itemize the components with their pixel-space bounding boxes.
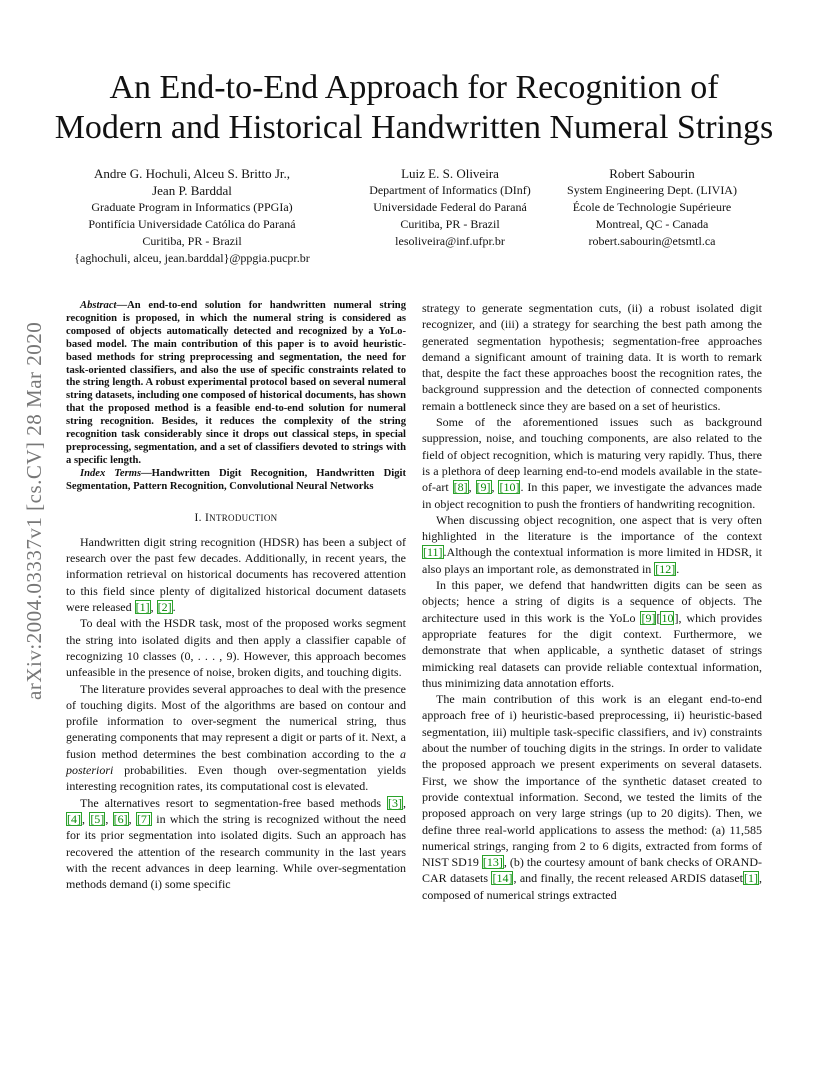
abstract bbox=[66, 300, 406, 468]
paragraph bbox=[422, 691, 762, 903]
citation-link[interactable]: [8] bbox=[453, 480, 468, 495]
paragraph bbox=[66, 615, 406, 680]
citation-link[interactable]: 10 bbox=[661, 610, 674, 625]
citation-link[interactable]: [3] bbox=[388, 795, 402, 810]
text-run: In this paper, we defend that handwritten digits can be seen as objects; hence a string of digits is a sequence of objects. The architecture used in this work is the YoLo bbox=[422, 578, 762, 625]
paragraph bbox=[66, 681, 406, 795]
citation-link[interactable]: [6] bbox=[113, 811, 128, 826]
right-column bbox=[422, 300, 762, 903]
citation-link[interactable]: [1] bbox=[744, 871, 758, 886]
text-run: probabilities. Even though over-segmentation yields interesting recognition rates, its computational cost is elevated. bbox=[66, 763, 406, 794]
author-block-3 bbox=[552, 165, 752, 250]
title-line-1: An End-to-End Approach for Recognition of bbox=[109, 69, 719, 106]
affiliation-line: Graduate Program in Informatics (PPGIa) bbox=[91, 200, 293, 214]
left-column bbox=[66, 300, 406, 892]
text-run: The literature provides several approaches to deal with the presence of touching digits. Most of the algorithms are based on contour and profile information to over-segment the numerical string, thus generating components that may represent a digit or parts of it. Next, a fusion method determines the best combination according to the bbox=[66, 681, 406, 761]
italic-term: a posteriori bbox=[66, 746, 406, 778]
paragraph bbox=[422, 577, 762, 691]
citation-link[interactable]: [7] bbox=[136, 811, 151, 826]
text-run: When discussing object recognition, one aspect that is very often highlighted in the literature is the importance of the context bbox=[422, 512, 762, 544]
affiliation-line: Curitiba, PR - Brazil bbox=[142, 234, 242, 248]
affiliation-line: École de Technologie Supérieure bbox=[572, 200, 732, 214]
arxiv-stamp: arXiv:2004.03337v1 [cs.CV] 28 Mar 2020 bbox=[22, 321, 46, 700]
intro-body-continued bbox=[422, 300, 762, 903]
citation-link[interactable]: [9] bbox=[641, 610, 656, 625]
title-line-2: Modern and Historical Handwritten Numeral Strings bbox=[54, 109, 774, 146]
text-run: , composed of numerical strings extracted bbox=[422, 871, 762, 902]
section-heading-introduction: I. INTRODUCTION bbox=[194, 511, 278, 524]
paragraph bbox=[422, 300, 762, 414]
index-terms bbox=[66, 468, 406, 494]
citation-link[interactable]: [11] bbox=[423, 545, 443, 560]
author-names: Robert Sabourin bbox=[609, 166, 695, 181]
citation-link[interactable]: [10] bbox=[499, 480, 520, 495]
paragraph bbox=[422, 414, 762, 512]
text-run: [ bbox=[656, 610, 661, 625]
author-names-cont: Jean P. Barddal bbox=[152, 183, 232, 198]
text-run: , bbox=[128, 811, 136, 826]
affiliation-line: System Engineering Dept. (LIVIA) bbox=[567, 183, 737, 197]
text-run: , bbox=[403, 795, 406, 810]
text-run: , bbox=[468, 480, 476, 495]
text-run: The alternatives resort to segmentation-free based methods bbox=[80, 795, 387, 810]
author-names: Luiz E. S. Oliveira bbox=[401, 166, 499, 181]
citation-link[interactable]: [9] bbox=[476, 480, 491, 495]
author-email: lesoliveira@inf.ufpr.br bbox=[395, 234, 505, 248]
text-run: . In this paper, we investigate the advances made in object recognition to push the frontiers of handwriting recognition. bbox=[422, 480, 763, 511]
abstract-text: —An end-to-end solution for handwritten numeral string recognition is proposed, in which the numeral string is considered as composed of objects automatically detected and recognized by a YoLo-based model. The main contribution of this paper is to avoid heuristic-based methods for string preprocessing and segmentation, the need for task-oriented classifiers, and also the use of specific constraints related to the string length. A robust experimental protocol based on several numeral string datasets, including one composed of historical documents, has shown that the proposed method is a feasible end-to-end solution for numeral string recognition. Besides, it reduces the complexity of the string recognition task considerably since it drops out classical steps, in special preprocessing, segmentation, and a set of classifiers devoted to strings with a specific length. bbox=[66, 300, 406, 466]
citation-link[interactable]: [4] bbox=[67, 811, 81, 826]
affiliation-line: Curitiba, PR - Brazil bbox=[400, 217, 500, 231]
citation-link[interactable]: [1] bbox=[135, 600, 150, 615]
index-terms-label: Index Terms bbox=[80, 467, 142, 479]
author-email: robert.sabourin@etsmtl.ca bbox=[588, 234, 716, 248]
text-run: To deal with the HSDR task, most of the proposed works segment the string into isolated digits and then apply a classifier capable of recognizing 10 classes (0, . . . , 9). However, this approach becomes unfeasible in the presence of noise, broken digits, and touching digits. bbox=[66, 616, 406, 680]
text-run: , and finally, the recent released ARDIS dataset bbox=[513, 871, 743, 886]
text-run: The main contribution of this work is an elegant end-to-end approach free of i) heuristic-based preprocessing, ii) heuristic-based segmentation, iii) multiple task-specific classifiers, and iv) constraints about the number of touching digits in the strings. In order to validate the proposed approach we present experiments on several datasets. First, we show the importance of the synthetic dataset created to provide contextual information. Second, we tested the limits of the proposed approach on very large strings (up to 20 digits). Then, we define three real-world applications to assess the method: (a) 11,585 numerical strings, ranging from 2 to 6 digits, extracted from forms of NIST SD19 bbox=[422, 692, 762, 870]
affiliation-line: Pontifícia Universidade Católica do Paraná bbox=[88, 217, 296, 231]
intro-body bbox=[66, 534, 406, 893]
text-run: Some of the aforementioned issues such as background suppression, noise, and touching components, are also related to the field of object recognition, which is maturing very rapidly. Thus, there is a plethora of deep learning end-to-end models available in the state-of-art bbox=[422, 415, 762, 495]
citation-link[interactable]: [12] bbox=[655, 561, 676, 576]
paragraph bbox=[422, 512, 762, 577]
citation-link[interactable]: [2] bbox=[157, 600, 172, 615]
text-run: , bbox=[491, 480, 499, 495]
text-run: , bbox=[105, 811, 113, 826]
text-run: ], which provides appropriate features for the digit context. Furthermore, we demonstrate that when applicable, a synthetic dataset of strings mimicking real datasets can provide reliable contextual information, thus minimizing data annotation efforts. bbox=[422, 610, 762, 690]
paper-title bbox=[40, 68, 788, 148]
text-run: in which the string is recognized without the need for its prior segmentation into isolated digits. Such an approach has recovered the attention of the research community in the last years with the recent advances in deep learning. While over-segmentation methods demand (i) some specific bbox=[66, 811, 407, 892]
text-run: , (b) the courtesy amount of bank checks of ORAND-CAR datasets bbox=[422, 855, 762, 886]
text-run: .Although the contextual information is more limited in HDSR, it also plays an important role, as demonstrated in bbox=[422, 545, 762, 576]
paragraph bbox=[66, 795, 406, 893]
author-block-2 bbox=[352, 165, 548, 250]
citation-link[interactable]: [13] bbox=[482, 855, 503, 870]
author-block-1 bbox=[62, 165, 322, 267]
index-terms-text: —Handwritten Digit Recognition, Handwritten Digit Segmentation, Pattern Recognition, Convolutional Neural Networks bbox=[66, 467, 406, 492]
text-run: , bbox=[150, 600, 157, 615]
text-run: . bbox=[172, 600, 176, 615]
citation-link[interactable]: [14] bbox=[492, 871, 513, 886]
author-email: {aghochuli, alceu, jean.barddal}@ppgia.pucpr.br bbox=[74, 251, 310, 265]
abstract-label: Abstract bbox=[80, 300, 117, 311]
affiliation-line: Universidade Federal do Paraná bbox=[373, 200, 527, 214]
affiliation-line: Montreal, QC - Canada bbox=[595, 217, 709, 231]
text-run: Handwritten digit string recognition (HDSR) has been a subject of research over the past few decades. Additionally, in recent years, the information retrieval on historical documents has recovered attention to this field since plenty of digitalized historical document datasets were released bbox=[66, 534, 406, 615]
text-run: . bbox=[676, 561, 680, 576]
text-run: strategy to generate segmentation cuts, (ii) a robust isolated digit recognizer, and (iii) a strategy for searching the best path among the generated segmentation hypothesis; segmentation-free approaches demand a significant amount of training data. It is worth to remark that, despite the fact these approaches boost the recognition rates, the background suppression and the detection of connected components remain a bottleneck since they are based on a set of heuristics. bbox=[422, 301, 762, 413]
author-names: Andre G. Hochuli, Alceu S. Britto Jr., bbox=[93, 166, 291, 181]
paragraph bbox=[66, 534, 406, 615]
affiliation-line: Department of Informatics (DInf) bbox=[369, 183, 531, 197]
text-run: , bbox=[82, 811, 90, 826]
citation-link[interactable]: [5] bbox=[90, 811, 105, 826]
